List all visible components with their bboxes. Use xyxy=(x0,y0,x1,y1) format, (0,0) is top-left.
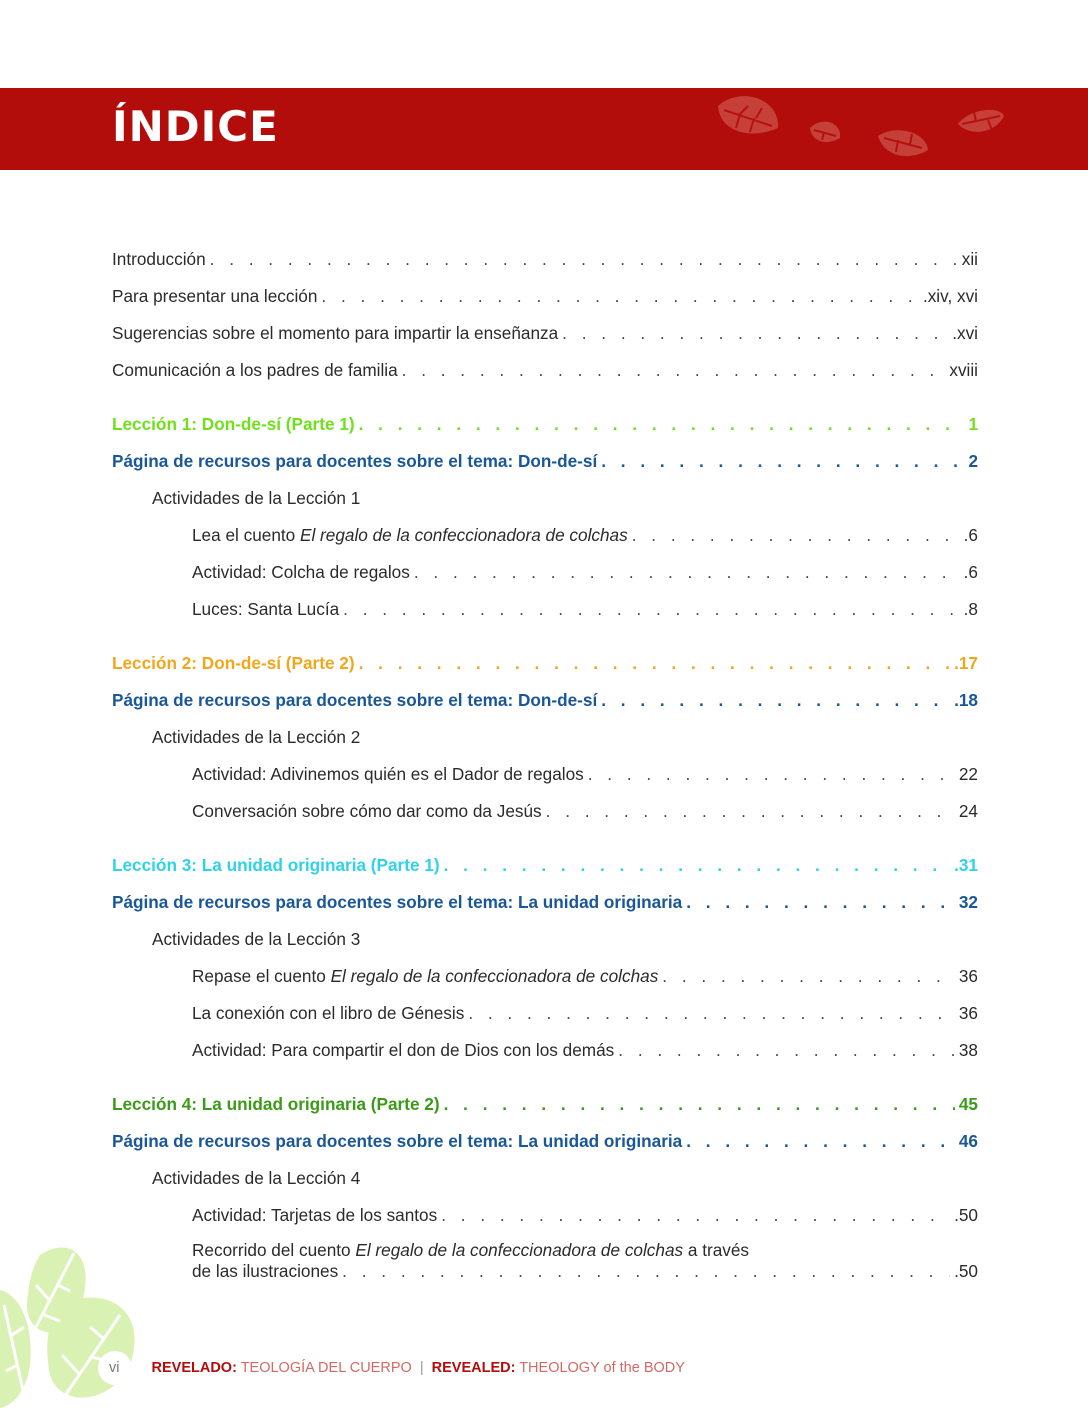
header-banner xyxy=(0,88,1088,170)
toc-entry-l3-item1[interactable] xyxy=(112,964,978,988)
toc-entry-page: 36 xyxy=(958,1003,978,1023)
toc-entry-label: Comunicación a los padres de familia xyxy=(112,360,398,380)
toc-entry-line xyxy=(192,1261,978,1282)
toc-entry-page: 2 xyxy=(968,451,978,471)
dot-leader xyxy=(444,1092,955,1116)
dot-leader xyxy=(321,284,919,308)
table-of-contents xyxy=(112,247,978,1282)
toc-resource-1[interactable] xyxy=(112,449,978,473)
toc-activities-heading-4 xyxy=(112,1166,978,1190)
dot-leader xyxy=(414,560,960,584)
dot-leader xyxy=(359,412,965,436)
dot-leader xyxy=(546,799,955,823)
dot-leader xyxy=(468,1001,955,1025)
toc-entry-page: 36 xyxy=(958,966,978,986)
toc-entry-l4-item1[interactable] xyxy=(112,1203,978,1227)
dot-leader xyxy=(618,1038,955,1062)
toc-entry-page: .6 xyxy=(963,562,978,582)
footer-title-en: REVEALED: xyxy=(431,1360,516,1376)
dot-leader xyxy=(562,321,948,345)
footer-subtitle-es: TEOLOGÍA DEL CUERPO xyxy=(236,1360,412,1376)
toc-entry-l3-item3[interactable] xyxy=(112,1038,978,1062)
dot-leader xyxy=(662,964,955,988)
toc-entry-page: 1 xyxy=(968,414,978,434)
page-footer xyxy=(109,1360,685,1380)
toc-entry-page: .xvi xyxy=(952,323,978,343)
dot-leader xyxy=(343,597,960,621)
toc-entry-l2-item1[interactable] xyxy=(112,762,978,786)
toc-entry-label: Página de recursos para docentes sobre el tema: Don-de-sí xyxy=(112,451,598,471)
toc-entry-label: Actividades de la Lección 4 xyxy=(152,1168,361,1188)
book-title: El regalo de la confeccionadora de colchas xyxy=(330,966,659,986)
toc-lesson-3[interactable] xyxy=(112,853,978,877)
toc-lesson-4[interactable] xyxy=(112,1092,978,1116)
toc-entry-page: .xiv, xvi xyxy=(922,286,978,306)
toc-entry-label: de las ilustraciones xyxy=(192,1261,339,1281)
toc-entry-line xyxy=(192,1240,978,1261)
toc-entry-label: Luces: Santa Lucía xyxy=(192,599,340,619)
dot-leader xyxy=(588,762,955,786)
toc-entry-label: Actividades de la Lección 1 xyxy=(152,488,361,508)
dot-leader xyxy=(210,247,958,271)
book-title: El regalo de la confeccionadora de colchas xyxy=(355,1240,684,1260)
toc-entry-page: .8 xyxy=(963,599,978,619)
toc-entry-l2-item2[interactable] xyxy=(112,799,978,823)
toc-entry-label: Lección 2: Don-de-sí (Parte 2) xyxy=(112,653,355,673)
toc-entry-page: xviii xyxy=(949,360,978,380)
toc-entry-page: .50 xyxy=(954,1261,978,1281)
toc-entry-intro[interactable] xyxy=(112,247,978,271)
toc-entry-page: 32 xyxy=(958,892,978,912)
toc-entry-page: .17 xyxy=(954,653,978,673)
toc-resource-4[interactable] xyxy=(112,1129,978,1153)
dot-leader xyxy=(601,449,964,473)
dot-leader xyxy=(601,688,950,712)
toc-entry-label: Actividad: Tarjetas de los santos xyxy=(192,1205,438,1225)
toc-activities-heading-2 xyxy=(112,725,978,749)
toc-entry-label: Para presentar una lección xyxy=(112,286,318,306)
toc-entry-l4-item2[interactable] xyxy=(112,1240,978,1282)
toc-entry-page: .6 xyxy=(963,525,978,545)
toc-entry-presentar[interactable] xyxy=(112,284,978,308)
toc-entry-label: Repase el cuento El regalo de la confeccionadora de colchas xyxy=(192,966,659,986)
footer-title-es: REVELADO: xyxy=(151,1360,237,1376)
toc-entry-l1-item2[interactable] xyxy=(112,560,978,584)
toc-resource-3[interactable] xyxy=(112,890,978,914)
toc-entry-label: Página de recursos para docentes sobre el tema: La unidad originaria xyxy=(112,892,683,912)
toc-entry-l1-item1[interactable] xyxy=(112,523,978,547)
toc-lesson-2[interactable] xyxy=(112,651,978,675)
toc-entry-label: La conexión con el libro de Génesis xyxy=(192,1003,465,1023)
toc-entry-label: Actividad: Adivinemos quién es el Dador de regalos xyxy=(192,764,584,784)
toc-entry-label: Sugerencias sobre el momento para impartir la enseñanza xyxy=(112,323,559,343)
toc-entry-page: 45 xyxy=(958,1094,978,1114)
toc-entry-page: 22 xyxy=(958,764,978,784)
toc-entry-l3-item2[interactable] xyxy=(112,1001,978,1025)
toc-entry-label: Lección 3: La unidad originaria (Parte 1) xyxy=(112,855,440,875)
leaf-icon xyxy=(700,88,1088,170)
dot-leader xyxy=(441,1203,950,1227)
toc-entry-page: .18 xyxy=(954,690,978,710)
toc-entry-sugerencias[interactable] xyxy=(112,321,978,345)
toc-entry-page: 38 xyxy=(958,1040,978,1060)
toc-entry-label: Página de recursos para docentes sobre el tema: La unidad originaria xyxy=(112,1131,683,1151)
leaf-icon xyxy=(0,1235,150,1408)
dot-leader xyxy=(359,651,951,675)
dot-leader xyxy=(342,1261,950,1282)
toc-entry-label: Lección 4: La unidad originaria (Parte 2) xyxy=(112,1094,440,1114)
dot-leader xyxy=(686,890,955,914)
toc-activities-heading-1 xyxy=(112,486,978,510)
toc-entry-page: .50 xyxy=(954,1205,978,1225)
dot-leader xyxy=(402,358,946,382)
dot-leader xyxy=(632,523,960,547)
page-title: ÍNDICE xyxy=(112,102,279,151)
toc-entry-label: Página de recursos para docentes sobre el tema: Don-de-sí xyxy=(112,690,598,710)
toc-entry-label: Actividad: Para compartir el don de Dios con los demás xyxy=(192,1040,615,1060)
toc-entry-label: Conversación sobre cómo dar como da Jesús xyxy=(192,801,542,821)
toc-entry-label: Actividad: Colcha de regalos xyxy=(192,562,410,582)
book-title: El regalo de la confeccionadora de colchas xyxy=(299,525,628,545)
toc-entry-page: xii xyxy=(961,249,978,269)
toc-resource-2[interactable] xyxy=(112,688,978,712)
toc-entry-label: Lección 1: Don-de-sí (Parte 1) xyxy=(112,414,355,434)
toc-entry-l1-item3[interactable] xyxy=(112,597,978,621)
toc-entry-label: Actividades de la Lección 2 xyxy=(152,727,361,747)
dot-leader xyxy=(444,853,951,877)
toc-entry-label: Introducción xyxy=(112,249,206,269)
toc-entry-page: 24 xyxy=(958,801,978,821)
page-number: vi xyxy=(109,1360,120,1376)
toc-activities-heading-3 xyxy=(112,927,978,951)
toc-entry-label: Recorrido del cuento El regalo de la confeccionadora de colchas a través xyxy=(192,1240,750,1260)
toc-entry-label: Actividades de la Lección 3 xyxy=(152,929,361,949)
dot-leader xyxy=(686,1129,955,1153)
footer-separator: | xyxy=(419,1360,424,1376)
toc-entry-label: Lea el cuento El regalo de la confeccionadora de colchas xyxy=(192,525,628,545)
toc-entry-comunicacion[interactable] xyxy=(112,358,978,382)
footer-subtitle-en: THEOLOGY of the BODY xyxy=(515,1360,685,1376)
toc-lesson-1[interactable] xyxy=(112,412,978,436)
toc-entry-page: .31 xyxy=(954,855,978,875)
toc-entry-page: 46 xyxy=(958,1131,978,1151)
